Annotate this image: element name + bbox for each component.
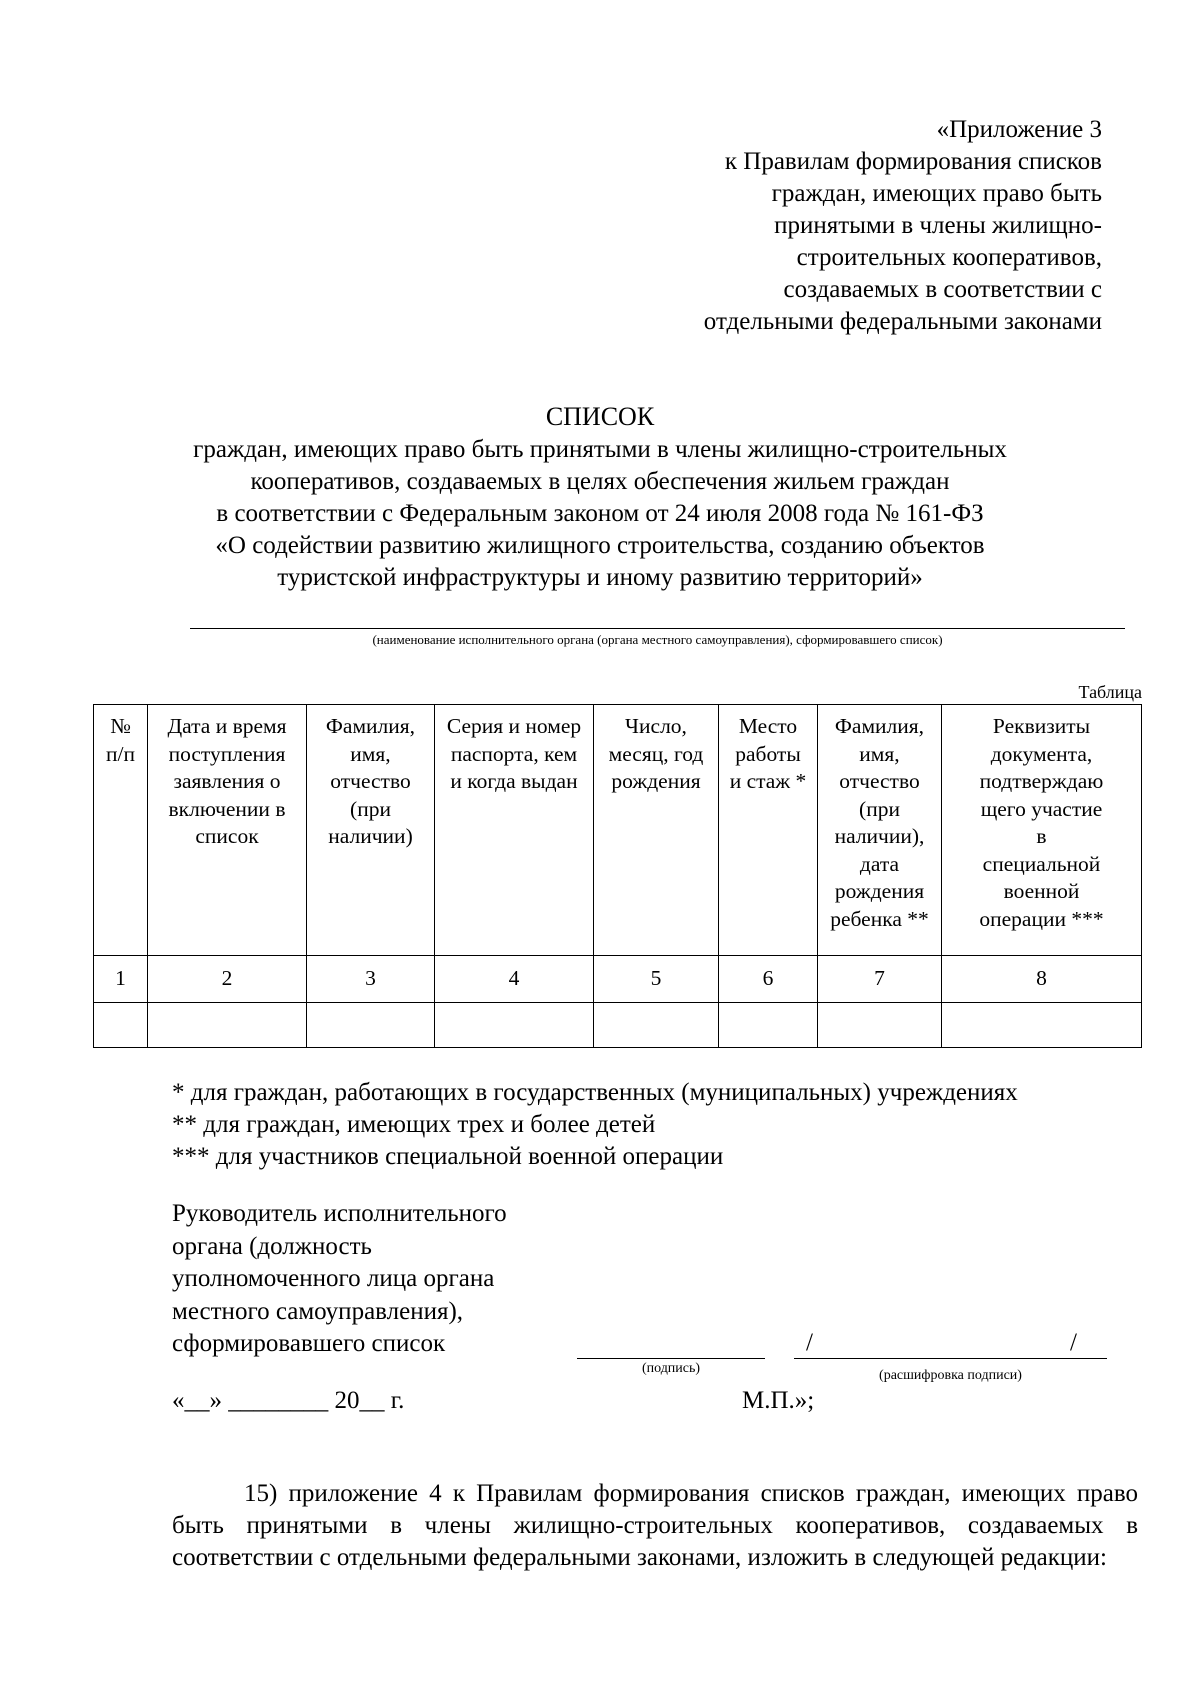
empty-cell (94, 1003, 148, 1048)
column-number: 8 (942, 956, 1142, 1003)
empty-cell (719, 1003, 818, 1048)
empty-cell (307, 1003, 435, 1048)
header-text: Дата и время (167, 714, 287, 738)
signature-decode-line (794, 1358, 1107, 1359)
empty-cell (818, 1003, 942, 1048)
header-text: и стаж * (729, 769, 807, 793)
header-text: отчество (330, 769, 411, 793)
empty-cell (148, 1003, 307, 1048)
header-text: в (1036, 824, 1047, 848)
annex-line: к Правилам формирования списков (724, 148, 1102, 175)
amendment-paragraph: 15) приложение 4 к Правилам формирования списков граждан, имеющих право быть принятыми в члены жилищно-строительных кооперативов, создаваемых в соответствии с отдельными федеральными законами, изложить в следующей редакции: (172, 1480, 1138, 1571)
header-cell-number (94, 705, 148, 956)
header-text: поступления (168, 741, 286, 766)
header-text: военной (1003, 879, 1080, 903)
header-text: месяц, год (608, 741, 704, 766)
org-name-line (190, 628, 1125, 629)
header-text: п/п (106, 741, 135, 766)
header-text: имя, (859, 741, 900, 766)
header-text: список (195, 824, 259, 848)
empty-cell (942, 1003, 1142, 1048)
signer-line: сформировавшего список (172, 1330, 446, 1357)
header-cell-full-name (307, 705, 435, 956)
header-cell-application-date (148, 705, 307, 956)
decode-slash-left: / (806, 1329, 813, 1356)
table-header-row (94, 705, 1142, 956)
header-cell-svo-document (942, 705, 1142, 956)
header-text: включении в (168, 796, 286, 821)
date-line: «__» ________ 20__ г. (172, 1387, 405, 1414)
header-text: ребенка ** (830, 906, 929, 931)
column-number: 1 (94, 956, 148, 1003)
org-name-caption: (наименование исполнительного органа (органа местного самоуправления), сформировавшего список) (372, 632, 943, 647)
signature-decode-caption: (расшифровка подписи) (879, 1368, 1022, 1383)
title-heading: СПИСОК (545, 402, 655, 431)
column-number: 3 (307, 956, 435, 1003)
header-text: наличии), (834, 824, 925, 848)
header-text: № (110, 714, 131, 738)
header-cell-child (818, 705, 942, 956)
annex-line: создаваемых в соответствии с (783, 276, 1102, 303)
header-cell-workplace (719, 705, 818, 956)
header-text: заявления о (173, 769, 281, 793)
column-number: 5 (594, 956, 719, 1003)
header-text: Место (738, 714, 798, 738)
table-caption: Таблица (1078, 682, 1142, 702)
header-text: Число, (625, 714, 687, 738)
header-text: рождения (611, 769, 701, 793)
document-title (150, 400, 1050, 594)
stamp-place: М.П.»; (742, 1387, 815, 1414)
annex-line: строительных кооперативов, (796, 244, 1102, 271)
column-number: 6 (719, 956, 818, 1003)
title-line: в соответствии с Федеральным законом от 24 июля 2008 года № 161-ФЗ (216, 500, 984, 527)
annex-line: «Приложение 3 (936, 116, 1102, 143)
signature-caption: (подпись) (641, 1361, 701, 1376)
annex-line: граждан, имеющих право быть (771, 180, 1102, 207)
signer-line: Руководитель исполнительного (172, 1200, 507, 1227)
header-text: (при (350, 796, 391, 821)
header-text: специальной (982, 851, 1101, 876)
header-text: рождения (834, 879, 925, 903)
footnote: *** для участников специальной военной операции (172, 1143, 724, 1170)
header-text: наличии) (328, 824, 413, 848)
annex-reference (542, 114, 1102, 338)
header-text: и когда выдан (450, 769, 578, 793)
signer-line: органа (должность (172, 1232, 372, 1260)
title-line: кооперативов, создаваемых в целях обеспечения жильем граждан (250, 468, 950, 495)
header-text: подтверждаю (979, 769, 1104, 793)
column-number: 4 (435, 956, 594, 1003)
header-text: операции *** (979, 906, 1104, 931)
header-text: Фамилия, (834, 714, 925, 738)
annex-line: принятыми в члены жилищно- (774, 212, 1102, 239)
signer-line: уполномоченного лица органа (172, 1265, 495, 1292)
signature-line (577, 1358, 765, 1359)
title-line: туристской инфраструктуры и иному развитию территорий» (277, 564, 923, 591)
decode-slash-right: / (1070, 1329, 1077, 1356)
empty-cell (435, 1003, 594, 1048)
header-text: работы (735, 741, 801, 766)
header-text: Фамилия, (325, 714, 416, 738)
table-empty-row (94, 1003, 1142, 1048)
empty-cell (594, 1003, 719, 1048)
title-line: «О содействии развитию жилищного строительства, созданию объектов (215, 532, 985, 559)
header-text: щего участие (980, 796, 1103, 821)
header-text: (при (859, 796, 900, 821)
title-line: граждан, имеющих право быть принятыми в члены жилищно-строительных (193, 436, 1007, 463)
column-number: 7 (818, 956, 942, 1003)
citizen-list-table (93, 704, 1142, 1048)
footnotes (172, 1077, 1172, 1173)
header-text: отчество (839, 769, 920, 793)
column-number: 2 (148, 956, 307, 1003)
table-column-numbers-row (94, 956, 1142, 1003)
header-cell-passport (435, 705, 594, 956)
header-text: Реквизиты (992, 714, 1091, 738)
header-cell-birth-date (594, 705, 719, 956)
signer-title (172, 1198, 592, 1361)
signer-line: местного самоуправления), (172, 1297, 464, 1325)
header-text: паспорта, кем (450, 741, 578, 766)
header-text: дата (859, 851, 900, 876)
footnote: * для граждан, работающих в государственных (муниципальных) учреждениях (172, 1079, 1018, 1106)
footnote: ** для граждан, имеющих трех и более детей (172, 1111, 656, 1138)
header-text: Серия и номер (446, 714, 582, 738)
header-text: имя, (350, 741, 391, 766)
header-text: документа, (990, 741, 1093, 766)
annex-line: отдельными федеральными законами (703, 308, 1102, 335)
